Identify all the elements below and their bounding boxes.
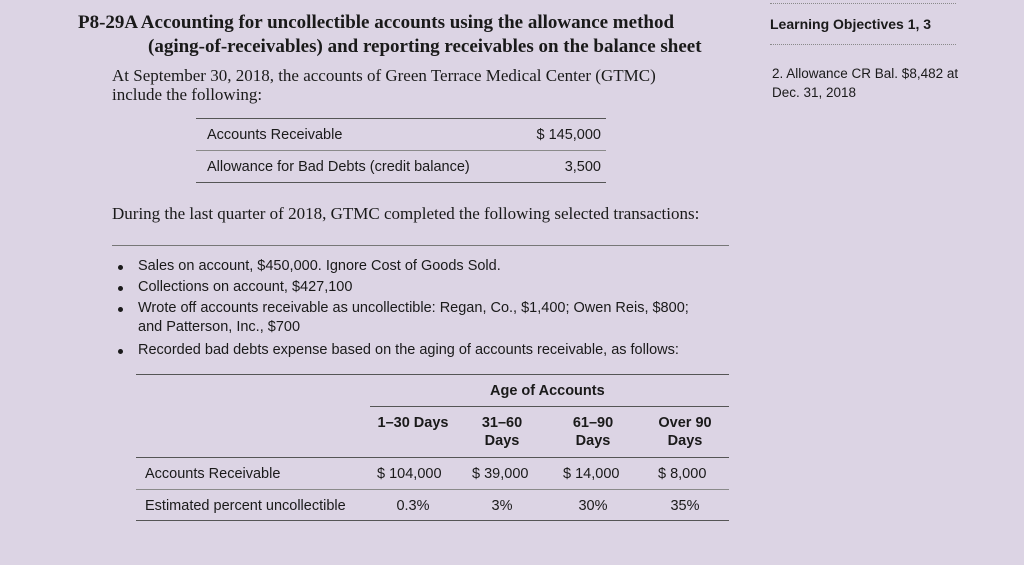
table-cell: $ 104,000 — [377, 466, 442, 482]
list-item-continuation: and Patterson, Inc., $700 — [138, 319, 301, 335]
aging-mid-rule — [136, 489, 729, 490]
col-header-31-60: 31–60 — [481, 415, 523, 431]
balance-account-allowance: Allowance for Bad Debts (credit balance) — [207, 159, 470, 175]
balances-top-rule — [196, 118, 606, 119]
table-cell: 3% — [491, 498, 513, 514]
aging-row-label-percent: Estimated percent uncollectible — [145, 498, 346, 514]
col-header-over-90-days: Days — [667, 433, 703, 449]
table-cell: 30% — [578, 498, 608, 514]
problem-title-line1: P8-29A Accounting for uncollectible accounts using the allowance method — [78, 12, 675, 33]
transactions-top-rule — [112, 245, 729, 246]
bullet-icon — [118, 265, 123, 270]
balances-bottom-rule — [196, 182, 606, 183]
bullet-icon — [118, 307, 123, 312]
aging-group-rule — [370, 406, 729, 407]
table-cell: 0.3% — [396, 498, 430, 514]
aging-bottom-rule — [136, 520, 729, 521]
balances-mid-rule — [196, 150, 606, 151]
col-header-over-90: Over 90 — [658, 415, 712, 431]
answer-hint-line2: Dec. 31, 2018 — [772, 85, 857, 100]
table-cell: $ 39,000 — [472, 466, 529, 482]
balance-amount-ar: $ 145,000 — [536, 127, 601, 143]
list-item: Collections on account, $427,100 — [138, 279, 353, 295]
list-item: Recorded bad debts expense based on the aging of accounts receivable, as follows: — [138, 342, 679, 358]
learning-objectives-label: Learning Objectives 1, 3 — [770, 16, 932, 32]
col-header-1-30: 1–30 Days — [377, 415, 449, 431]
transactions-intro: During the last quarter of 2018, GTMC completed the following selected transactions: — [112, 204, 700, 223]
aging-row-label-ar: Accounts Receivable — [145, 466, 281, 482]
answer-hint-line1: 2. Allowance CR Bal. $8,482 at — [772, 66, 959, 81]
col-header-61-90: 61–90 — [572, 415, 614, 431]
sidebar-divider — [770, 44, 956, 45]
intro-line1: At September 30, 2018, the accounts of Green Terrace Medical Center (GTMC) — [112, 66, 656, 85]
bullet-icon — [118, 286, 123, 291]
col-header-31-60-days: Days — [484, 433, 520, 449]
table-cell: $ 8,000 — [658, 466, 707, 482]
list-item: Sales on account, $450,000. Ignore Cost of Goods Sold. — [138, 258, 501, 274]
balance-account-ar: Accounts Receivable — [207, 127, 343, 143]
balance-amount-allowance: 3,500 — [564, 159, 601, 175]
sidebar-top-divider — [770, 3, 956, 4]
intro-line2: include the following: — [112, 85, 263, 104]
bullet-icon — [118, 349, 123, 354]
aging-top-rule — [136, 374, 729, 375]
col-header-61-90-days: Days — [575, 433, 611, 449]
aging-group-header: Age of Accounts — [490, 383, 605, 399]
list-item: Wrote off accounts receivable as uncollectible: Regan, Co., $1,400; Owen Reis, $800; — [138, 300, 689, 316]
table-cell: 35% — [670, 498, 700, 514]
problem-title-line2: (aging-of-receivables) and reporting receivables on the balance sheet — [148, 36, 702, 57]
aging-header-rule — [136, 457, 729, 458]
table-cell: $ 14,000 — [563, 466, 620, 482]
